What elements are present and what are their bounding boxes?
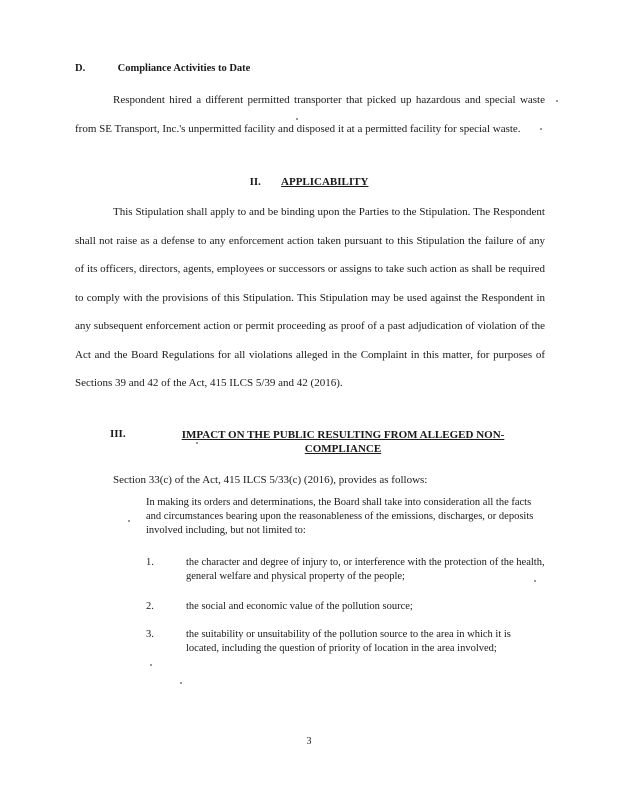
scan-speck [128,520,130,522]
page-number: 3 [306,736,312,747]
scan-speck [196,442,198,444]
section-d-title: Compliance Activities to Date [117,63,251,74]
scan-speck [556,100,558,102]
section-iii-title-line1: IMPACT ON THE PUBLIC RESULTING FROM ALLEGED NON- [181,429,505,441]
statute-item-text: the social and economic value of the pollution source; [186,601,413,612]
scan-speck [180,682,182,684]
section-ii-title: APPLICABILITY [281,176,369,188]
section-ii-paragraph: This Stipulation shall apply to and be binding upon the Parties to the Stipulation. The Respondent shall not raise as a defense to any enforcement action taken pursuant to this Stipulation the failure of any of its officers, directors, agents, employees or successors or assigns to take such action as shall be required to comply with the provisions of this Stipulation. This Stipulation may be used against the Respondent in any subsequent enforcement action or permit proceeding as proof of a past adjudication of violation of the Act and the Board Regulations for all violations alleged in the Complaint in this matter, for purposes of Sections 39 and 42 of the Act, 415 ILCS 5/39 and 42 (2016). [75,206,545,389]
scan-speck [296,118,298,120]
section-d-label: D. [75,63,86,74]
section-iii-title-line2: COMPLIANCE [304,443,382,455]
section-d-heading [75,63,555,74]
statute-quote: In making its orders and determinations, the Board shall take into consideration all the facts and circumstances bearing upon the reasonableness of the emissions, discharges, or deposits involved including, but not limited to: [146,497,534,536]
statute-item-number: 3. [146,629,154,640]
statute-item-number: 1. [146,557,154,568]
section-ii-heading [0,176,618,188]
section-d-paragraph: Respondent hired a different permitted transporter that picked up hazardous and special waste from SE Transport, Inc.'s unpermitted facility and disposed it at a permitted facility for special waste. [75,94,545,135]
section-ii-number: II. [249,176,261,188]
scan-speck [534,580,536,582]
section-iii-number: III. [110,428,126,440]
section-iii-title [148,428,538,456]
section-iii-intro: Section 33(c) of the Act, 415 ILCS 5/33(c) (2016), provides as follows: [113,474,428,486]
statute-item-text: the suitability or unsuitability of the pollution source to the area in which it is located, including the question of priority of location in the area involved; [186,629,511,654]
scan-speck [540,128,542,130]
statute-item-text: the character and degree of injury to, or interference with the protection of the health, general welfare and physical property of the people; [186,557,545,582]
scan-speck [150,664,152,666]
statute-item-number: 2. [146,601,154,612]
